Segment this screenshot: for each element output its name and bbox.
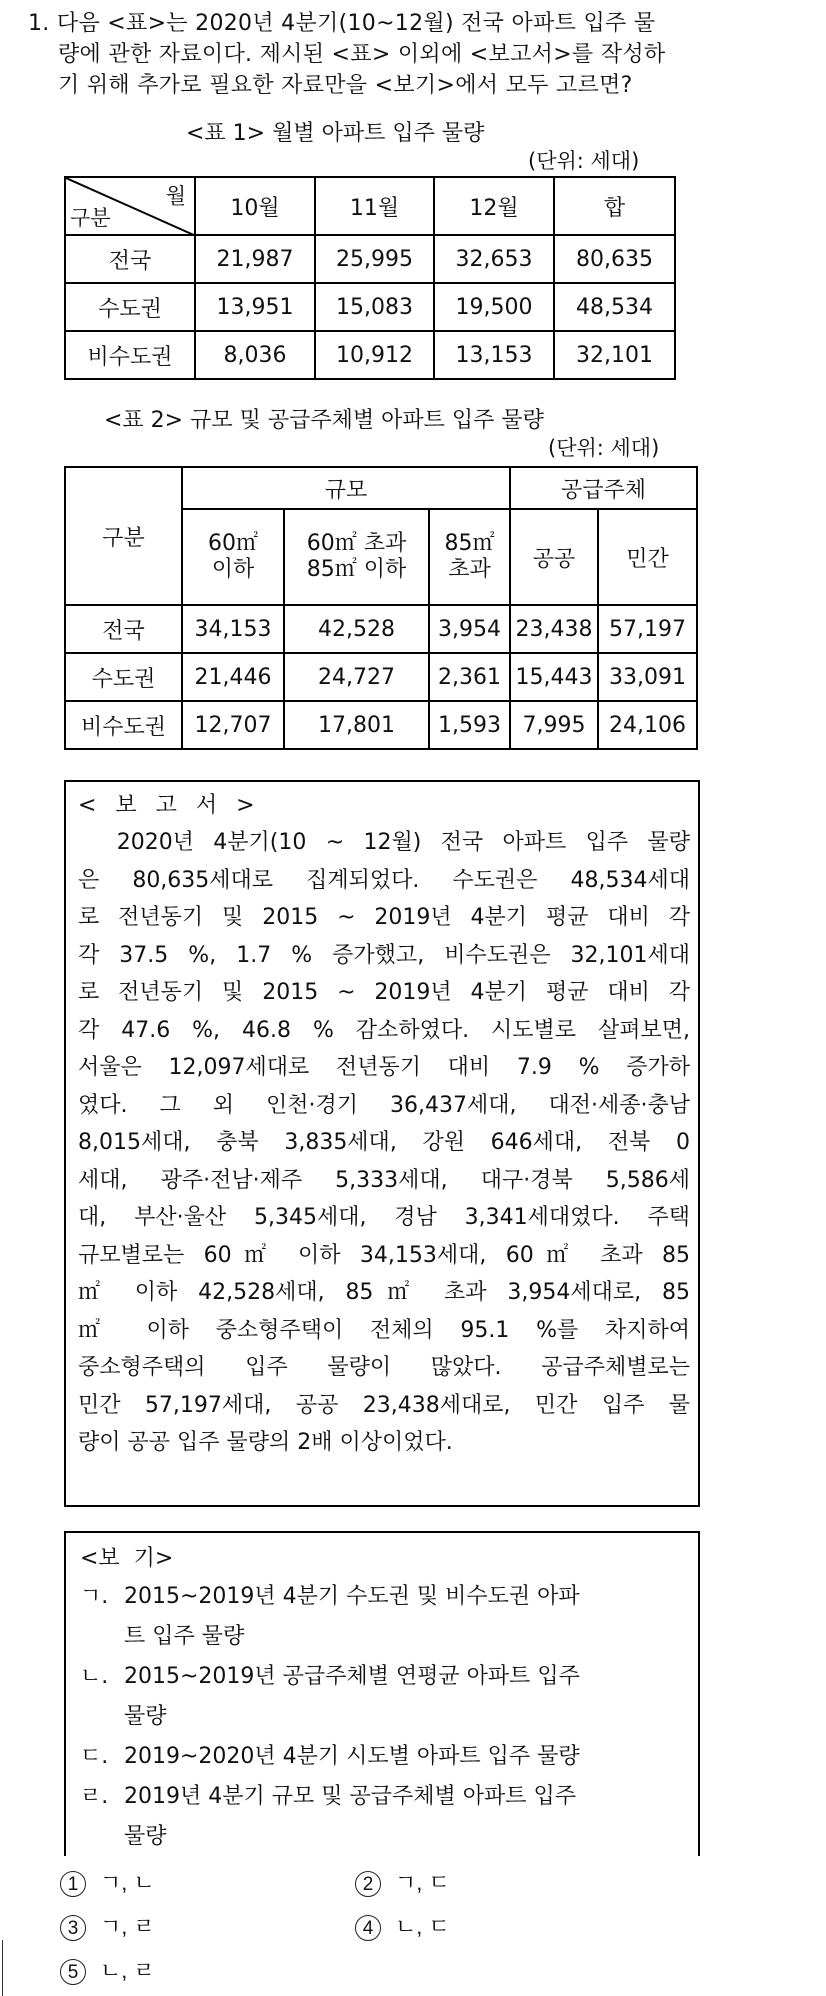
report-line: 대, 부산·울산 5,345세대, 경남 3,341세대였다. 주택 bbox=[78, 1205, 690, 1230]
report-box bbox=[64, 780, 700, 1507]
report-line: ㎡ 이하 42,528세대, 85㎡ 초과 3,954세대로, 85 bbox=[78, 1280, 690, 1305]
table2-row-header: 구분 bbox=[65, 467, 182, 605]
table-row bbox=[65, 283, 675, 331]
row-label: 전국 bbox=[65, 605, 182, 653]
table-cell: 13,951 bbox=[195, 283, 315, 331]
table-cell: 24,727 bbox=[284, 653, 429, 701]
table2-header-row-1 bbox=[65, 467, 697, 509]
table2-col-60-below: 60㎡ 이하 bbox=[182, 509, 284, 605]
table-cell: 25,995 bbox=[315, 235, 434, 283]
choice-number-circle: 5 bbox=[60, 1959, 86, 1985]
choice-number-circle: 3 bbox=[60, 1915, 86, 1941]
report-line: 8,015세대, 충북 3,835세대, 강원 646세대, 전북 0 bbox=[78, 1130, 690, 1155]
table-cell: 34,153 bbox=[182, 605, 284, 653]
report-line: 민간 57,197세대, 공공 23,438세대로, 민간 입주 물 bbox=[78, 1392, 690, 1418]
report-line: 2020년 4분기(10 ~ 12월) 전국 아파트 입주 물량 bbox=[78, 830, 690, 855]
table-row bbox=[65, 701, 697, 749]
report-line: 로 전년동기 및 2015 ~ 2019년 4분기 평균 대비 각 bbox=[78, 980, 690, 1005]
choice-3[interactable]: 3 ㄱ, ㄹ bbox=[60, 1910, 155, 1941]
question-line-2: 량에 관한 자료이다. 제시된 <표> 이외에 <보고서>를 작성하 bbox=[58, 42, 666, 67]
bogi-item-c: ㄷ. 2019~2020년 4분기 시도별 아파트 입주 물량 bbox=[80, 1737, 690, 1777]
table-cell: 21,987 bbox=[195, 235, 315, 283]
table2-group-scale: 규모 bbox=[182, 467, 510, 509]
table-cell: 1,593 bbox=[429, 701, 510, 749]
question-line-1: 1. 다음 <표>는 2020년 4분기(10~12월) 전국 아파트 입주 물 bbox=[28, 11, 656, 36]
table-cell: 32,101 bbox=[554, 331, 675, 379]
table-cell: 13,153 bbox=[434, 331, 554, 379]
report-line: 각 37.5 %, 1.7 % 증가했고, 비수도권은 32,101세대 bbox=[78, 942, 690, 968]
bogi-marker: ㄹ. bbox=[80, 1784, 109, 1809]
table2-col-85-over: 85㎡ 초과 bbox=[429, 509, 510, 605]
choice-5[interactable]: 5 ㄴ, ㄹ bbox=[60, 1954, 155, 1985]
report-title: < 보 고 서 > bbox=[78, 793, 261, 818]
report-line: 각 47.6 %, 46.8 % 감소하였다. 시도별로 살펴보면, bbox=[78, 1017, 690, 1043]
choice-1[interactable]: 1 ㄱ, ㄴ bbox=[60, 1866, 155, 1897]
choice-number-circle: 2 bbox=[355, 1871, 381, 1897]
table2-caption: <표 2> 규모 및 공급주체별 아파트 입주 물량 bbox=[104, 408, 544, 433]
report-body bbox=[78, 824, 690, 1462]
table-row bbox=[65, 605, 697, 653]
report-line: 중소형주택의 입주 물량이 많았다. 공급주체별로는 bbox=[78, 1355, 690, 1380]
bogi-box bbox=[64, 1531, 700, 1856]
table-cell: 2,361 bbox=[429, 653, 510, 701]
report-line: ㎡ 이하 중소형주택이 전체의 95.1 %를 차지하여 bbox=[78, 1317, 690, 1343]
table2-col-60-85: 60㎡ 초과 85㎡ 이하 bbox=[284, 509, 429, 605]
row-label: 비수도권 bbox=[65, 701, 182, 749]
row-label: 전국 bbox=[65, 235, 195, 283]
report-line: 세대, 광주·전남·제주 5,333세대, 대구·경북 5,586세 bbox=[78, 1167, 690, 1193]
report-line: 였다. 그 외 인천·경기 36,437세대, 대전·세종·충남 bbox=[78, 1092, 690, 1118]
question-number: 1. bbox=[28, 11, 50, 36]
corner-label-category: 구분 bbox=[70, 206, 111, 230]
choice-number-circle: 1 bbox=[60, 1871, 86, 1897]
table1-col-header: 합 bbox=[554, 177, 675, 235]
question-line-3: 기 위해 추가로 필요한 자료만을 <보기>에서 모두 고르면? bbox=[58, 73, 633, 98]
table2-col-public: 공공 bbox=[510, 509, 598, 605]
bogi-title: <보 기> bbox=[80, 1546, 174, 1571]
table-row bbox=[65, 235, 675, 283]
report-line: 량이 공공 입주 물량의 2배 이상이었다. bbox=[78, 1430, 453, 1455]
report-line: 규모별로는 60㎡ 이하 34,153세대, 60㎡ 초과 85 bbox=[78, 1242, 690, 1268]
table1-caption: <표 1> 월별 아파트 입주 물량 bbox=[186, 121, 485, 146]
table2-unit: (단위: 세대) bbox=[548, 436, 660, 460]
table-cell: 23,438 bbox=[510, 605, 598, 653]
report-line: 로 전년동기 및 2015 ~ 2019년 4분기 평균 대비 각 bbox=[78, 905, 690, 930]
question-stem bbox=[28, 8, 788, 101]
table-cell: 80,635 bbox=[554, 235, 675, 283]
bogi-marker: ㄷ. bbox=[80, 1744, 109, 1769]
table-cell: 8,036 bbox=[195, 331, 315, 379]
table1-col-header: 10월 bbox=[195, 177, 315, 235]
table-row bbox=[65, 653, 697, 701]
choice-4[interactable]: 4 ㄴ, ㄷ bbox=[355, 1910, 450, 1941]
bogi-item-a: ㄱ. 2015~2019년 4분기 수도권 및 비수도권 아파 트 입주 물량 bbox=[80, 1577, 690, 1657]
row-label: 수도권 bbox=[65, 653, 182, 701]
table2-group-supplier: 공급주체 bbox=[510, 467, 697, 509]
table2-col-private: 민간 bbox=[598, 509, 697, 605]
table1-header-row bbox=[65, 177, 675, 235]
table1-unit: (단위: 세대) bbox=[528, 149, 640, 173]
table-cell: 17,801 bbox=[284, 701, 429, 749]
bogi-item-d: ㄹ. 2019년 4분기 규모 및 공급주체별 아파트 입주 물량 bbox=[80, 1777, 690, 1857]
table-cell: 7,995 bbox=[510, 701, 598, 749]
table1-col-header: 12월 bbox=[434, 177, 554, 235]
table-cell: 42,528 bbox=[284, 605, 429, 653]
table-cell: 12,707 bbox=[182, 701, 284, 749]
page-margin-line bbox=[2, 1940, 3, 1996]
table-row bbox=[65, 331, 675, 379]
corner-label-month: 월 bbox=[165, 184, 186, 208]
table-cell: 33,091 bbox=[598, 653, 697, 701]
row-label: 수도권 bbox=[65, 283, 195, 331]
choice-number-circle: 4 bbox=[355, 1915, 381, 1941]
table2 bbox=[64, 466, 698, 750]
table-cell: 32,653 bbox=[434, 235, 554, 283]
bogi-marker: ㄴ. bbox=[80, 1664, 109, 1689]
table-cell: 15,443 bbox=[510, 653, 598, 701]
table-cell: 57,197 bbox=[598, 605, 697, 653]
bogi-marker: ㄱ. bbox=[80, 1584, 109, 1609]
table-cell: 3,954 bbox=[429, 605, 510, 653]
bogi-item-b: ㄴ. 2015~2019년 공급주체별 연평균 아파트 입주 물량 bbox=[80, 1657, 690, 1737]
row-label: 비수도권 bbox=[65, 331, 195, 379]
table-cell: 24,106 bbox=[598, 701, 697, 749]
table-cell: 15,083 bbox=[315, 283, 434, 331]
report-line: 은 80,635세대로 집계되었다. 수도권은 48,534세대 bbox=[78, 867, 690, 893]
choice-2[interactable]: 2 ㄱ, ㄷ bbox=[355, 1866, 450, 1897]
table-cell: 19,500 bbox=[434, 283, 554, 331]
table1-corner-cell bbox=[65, 177, 195, 235]
table-cell: 21,446 bbox=[182, 653, 284, 701]
table1 bbox=[64, 176, 676, 380]
table1-col-header: 11월 bbox=[315, 177, 434, 235]
table-cell: 10,912 bbox=[315, 331, 434, 379]
report-line: 서울은 12,097세대로 전년동기 대비 7.9 % 증가하 bbox=[78, 1055, 690, 1080]
table-cell: 48,534 bbox=[554, 283, 675, 331]
